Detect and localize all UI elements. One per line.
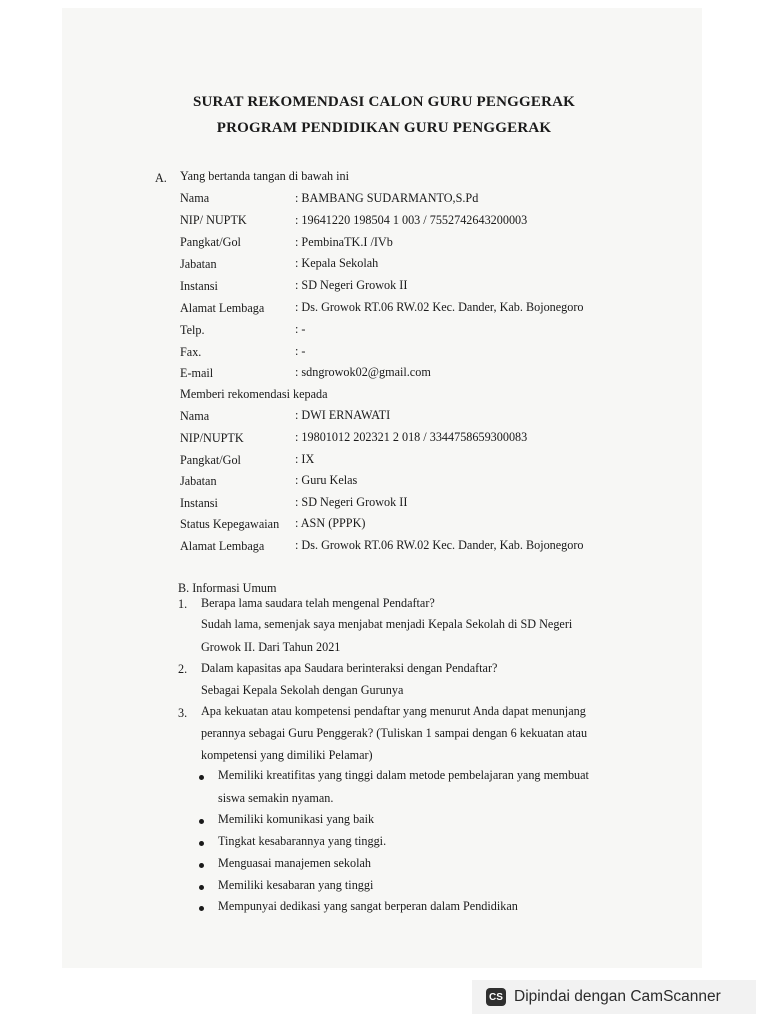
question-3-line-1: Apa kekuatan atau kompetensi pendaftar yang menurut Anda dapat menunjang <box>201 704 586 718</box>
candidate-label-alamat: Alamat Lembaga <box>180 539 265 553</box>
question-3-number: 3. <box>178 706 188 720</box>
candidate-label-jabatan: Jabatan <box>180 474 217 488</box>
signer-value-email: : sdngrowok02@gmail.com <box>295 365 431 379</box>
signer-label-jabatan: Jabatan <box>180 257 217 271</box>
signer-value-fax: : - <box>295 344 306 358</box>
candidate-label-nip: NIP/NUPTK <box>180 431 244 445</box>
strength-2: Memiliki komunikasi yang baik <box>218 812 375 826</box>
question-3-line-3: kompetensi yang dimiliki Pelamar) <box>201 748 373 762</box>
signer-value-pangkat: : PembinaTK.I /IVb <box>295 235 393 249</box>
candidate-label-status: Status Kepegawaian <box>180 517 280 531</box>
camscanner-watermark <box>472 980 756 1014</box>
signer-value-nama: : BAMBANG SUDARMANTO,S.Pd <box>295 191 479 205</box>
camscanner-logo-icon: CS <box>486 988 506 1006</box>
candidate-label-nama: Nama <box>180 409 210 423</box>
signer-label-fax: Fax. <box>180 345 202 359</box>
answer-2: Sebagai Kepala Sekolah dengan Gurunya <box>201 683 404 697</box>
strength-1-line-2: siswa semakin nyaman. <box>218 791 334 805</box>
bullet-dot <box>199 775 204 780</box>
answer-1-line-1: Sudah lama, semenjak saya menjabat menjadi Kepala Sekolah di SD Negeri <box>201 617 573 631</box>
bullet-dot <box>199 841 204 846</box>
candidate-value-nip: : 19801012 202321 2 018 / 3344758659300083 <box>295 430 528 444</box>
section-a-heading: Yang bertanda tangan di bawah ini <box>180 169 350 183</box>
signer-label-nama: Nama <box>180 191 210 205</box>
camscanner-text: Dipindai dengan CamScanner <box>514 988 721 1005</box>
strength-6: Mempunyai dedikasi yang sangat berperan dalam Pendidikan <box>218 899 518 913</box>
signer-label-telp: Telp. <box>180 323 205 337</box>
candidate-label-pangkat: Pangkat/Gol <box>180 453 241 467</box>
candidate-label-instansi: Instansi <box>180 496 218 510</box>
document-subtitle: PROGRAM PENDIDIKAN GURU PENGGERAK <box>216 120 552 136</box>
bullet-dot <box>199 863 204 868</box>
signer-label-nip: NIP/ NUPTK <box>180 213 247 227</box>
document-title: SURAT REKOMENDASI CALON GURU PENGGERAK <box>192 94 576 110</box>
strength-3: Tingkat kesabarannya yang tinggi. <box>218 834 387 848</box>
scanned-page <box>62 8 702 968</box>
bullet-dot <box>199 819 204 824</box>
signer-label-alamat: Alamat Lembaga <box>180 301 265 315</box>
strength-5: Memiliki kesabaran yang tinggi <box>218 878 374 892</box>
candidate-value-instansi: : SD Negeri Growok II <box>295 495 408 509</box>
question-2-number: 2. <box>178 662 188 676</box>
bullet-dot <box>199 906 204 911</box>
signer-label-pangkat: Pangkat/Gol <box>180 235 241 249</box>
signer-value-alamat: : Ds. Growok RT.06 RW.02 Kec. Dander, Kab. Bojonegoro <box>295 300 584 314</box>
question-3-line-2: perannya sebagai Guru Penggerak? (Tuliskan 1 sampai dengan 6 kekuatan atau <box>201 726 588 740</box>
candidate-value-nama: : DWI ERNAWATI <box>295 408 391 422</box>
signer-label-instansi: Instansi <box>180 279 218 293</box>
bullet-dot <box>199 885 204 890</box>
signer-value-telp: : - <box>295 322 306 336</box>
question-2: Dalam kapasitas apa Saudara berinteraksi dengan Pendaftar? <box>201 661 498 675</box>
candidate-value-jabatan: : Guru Kelas <box>295 473 358 487</box>
answer-1-line-2: Growok II. Dari Tahun 2021 <box>201 640 341 654</box>
signer-label-email: E-mail <box>180 366 214 380</box>
question-1: Berapa lama saudara telah mengenal Pendaftar? <box>201 596 435 610</box>
signer-value-nip: : 19641220 198504 1 003 / 7552742643200003 <box>295 213 528 227</box>
strength-4: Menguasai manajemen sekolah <box>218 856 371 870</box>
strength-1-line-1: Memiliki kreatifitas yang tinggi dalam metode pembelajaran yang membuat <box>218 768 589 782</box>
candidate-value-status: : ASN (PPPK) <box>295 516 366 530</box>
question-1-number: 1. <box>178 597 188 611</box>
section-a-marker: A. <box>155 171 167 185</box>
section-b-heading: B. Informasi Umum <box>178 581 277 595</box>
recommend-heading: Memberi rekomendasi kepada <box>180 387 328 401</box>
candidate-value-alamat: : Ds. Growok RT.06 RW.02 Kec. Dander, Kab. Bojonegoro <box>295 538 584 552</box>
candidate-value-pangkat: : IX <box>295 452 315 466</box>
signer-value-jabatan: : Kepala Sekolah <box>295 256 379 270</box>
signer-value-instansi: : SD Negeri Growok II <box>295 278 408 292</box>
